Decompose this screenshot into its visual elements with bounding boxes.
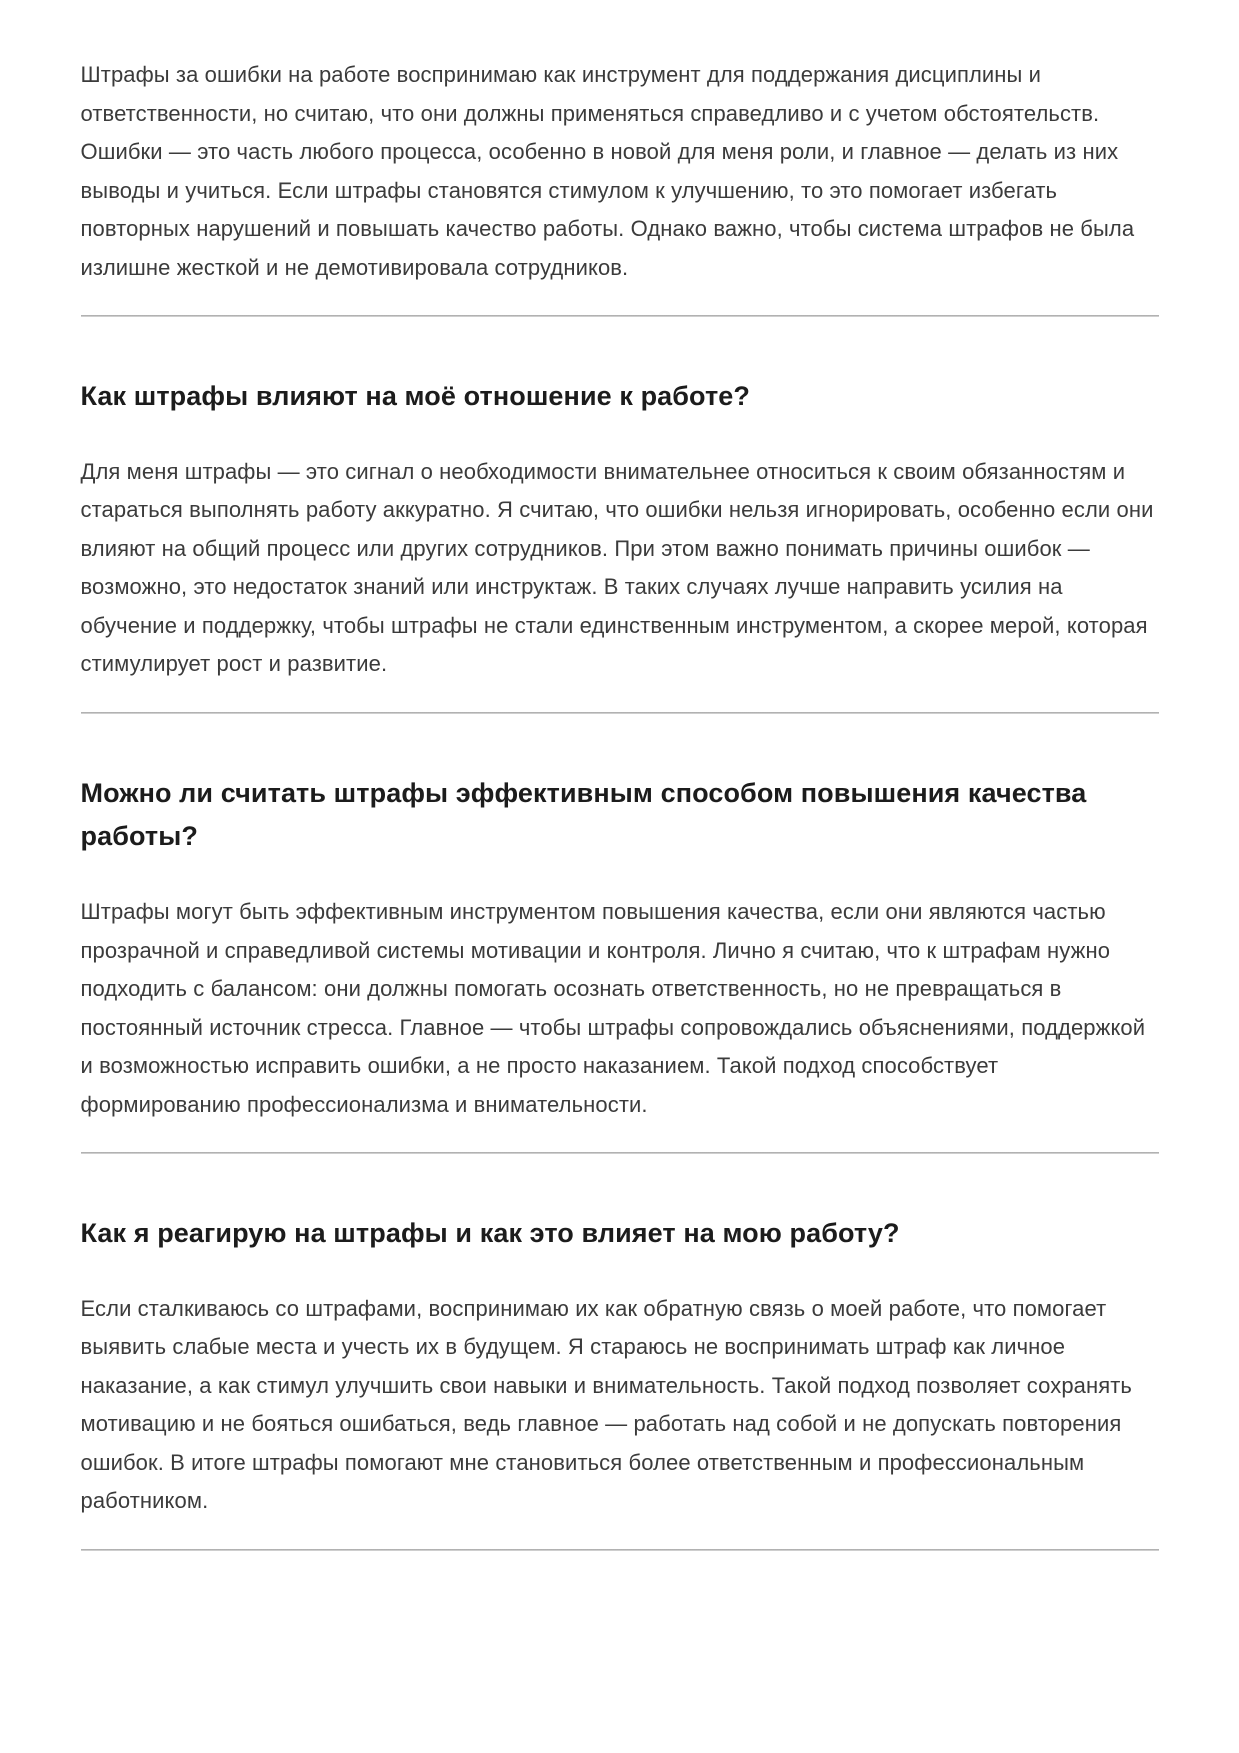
section-heading: Как штрафы влияют на моё отношение к работе? bbox=[80, 381, 751, 411]
section-paragraph: Для меня штрафы — это сигнал о необходимости внимательнее относиться к своим обязанностям и стараться выполнять работу аккуратно. Я считаю, что ошибки нельзя игнорировать, особенно если они влияют на общий процесс или других сотрудников. При этом важно понимать причины ошибок — возможно, это недостаток знаний или инструктаж. В таких случаях лучше направить усилия на обучение и поддержку, чтобы штрафы не стали единственным инструментом, а скорее мерой, которая стимулирует рост и развитие. bbox=[80, 458, 1154, 677]
section-penalties-reaction bbox=[81, 1212, 1159, 1521]
section-heading: Как я реагирую на штрафы и как это влияет на мою работу? bbox=[80, 1218, 900, 1249]
section-divider bbox=[81, 1152, 1159, 1154]
section-paragraph: Штрафы могут быть эффективным инструментом повышения качества, если они являются частью прозрачной и справедливой системы мотивации и контроля. Лично я считаю, что к штрафам нужно подходить с балансом: они должны помогать осознать ответственность, но не превращаться в постоянный источник стресса. Главное — чтобы штрафы сопровождались объяснениями, поддержкой и возможностью исправить ошибки, а не просто наказанием. Такой подход способствует формированию профессионализма и внимательности. bbox=[80, 899, 1146, 1117]
section-penalties-attitude bbox=[81, 375, 1159, 684]
section-heading: Можно ли считать штрафы эффективным способом повышения качества работы? bbox=[80, 777, 1087, 852]
intro-paragraph: Штрафы за ошибки на работе воспринимаю как инструмент для поддержания дисциплины и ответственности, но считаю, что они должны применяться справедливо и с учетом обстоятельств. Ошибки — это часть любого процесса, особенно в новой для меня роли, и главное — делать из них выводы и учиться. Если штрафы становятся стимулом к улучшению, то это помогает избегать повторных нарушений и повышать качество работы. Однако важно, чтобы система штрафов не была излишне жесткой и не демотивировала сотрудников. bbox=[80, 62, 1135, 280]
section-divider bbox=[81, 315, 1159, 317]
section-divider bbox=[81, 1549, 1159, 1551]
document-page bbox=[81, 0, 1159, 1611]
section-paragraph: Если сталкиваюсь со штрафами, воспринимаю их как обратную связь о моей работе, что помогает выявить слабые места и учесть их в будущем. Я стараюсь не воспринимать штраф как личное наказание, а как стимул улучшить свои навыки и внимательность. Такой подход позволяет сохранять мотивацию и не бояться ошибаться, ведь главное — работать над собой и не допускать повторения ошибок. В итоге штрафы помогают мне становиться более ответственным и профессиональным работником. bbox=[80, 1295, 1132, 1514]
section-penalties-effectiveness bbox=[81, 772, 1159, 1124]
section-divider bbox=[81, 712, 1159, 714]
